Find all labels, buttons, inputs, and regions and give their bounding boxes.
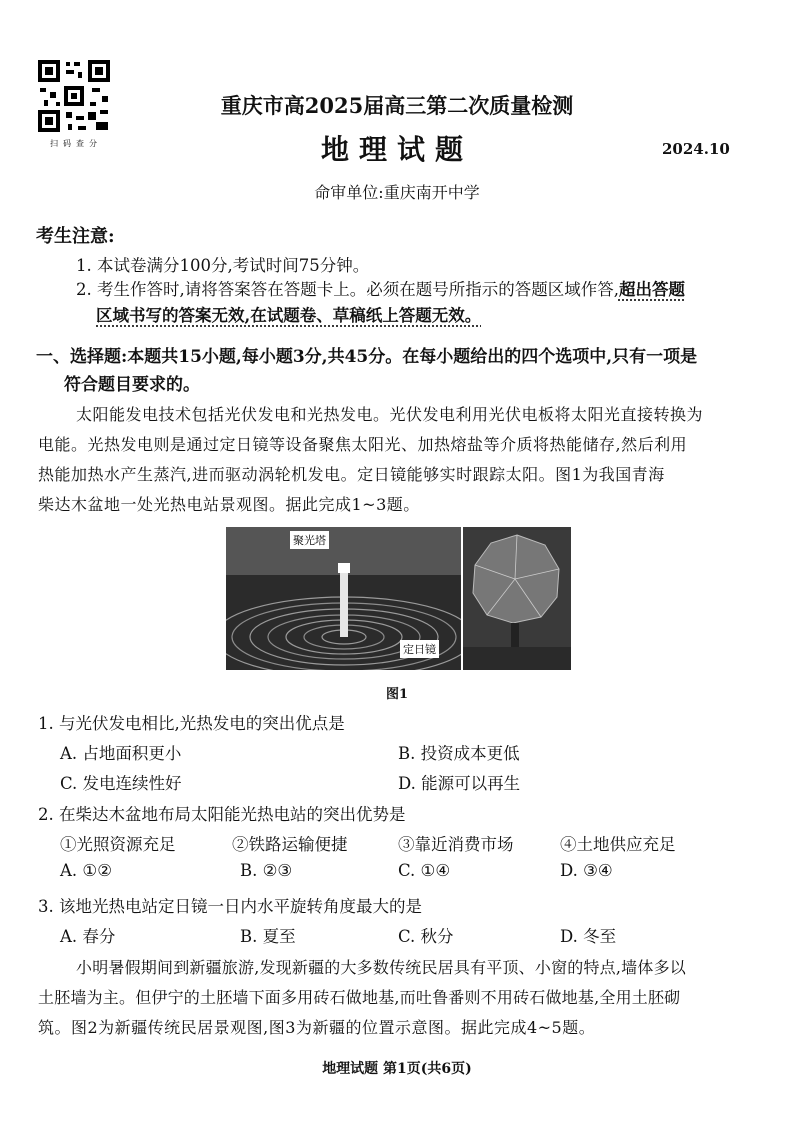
question-3-option-d[interactable]: D. 冬至 (560, 927, 617, 946)
notice-item-2-emphasis: 超出答题 (618, 280, 685, 299)
figure1-caption: 图1 (385, 687, 409, 702)
figure1-heliostat-photo (463, 527, 571, 670)
figure1-solar-field-photo (226, 527, 461, 670)
question-2-item-2: ②铁路运输便捷 (232, 835, 348, 854)
setter-unit: 命审单位:重庆南开中学 (314, 183, 480, 202)
subject-title: 地理试题 (320, 133, 473, 166)
question-1-option-c[interactable]: C. 发电连续性好 (60, 774, 182, 793)
question-1-option-b[interactable]: B. 投资成本更低 (398, 744, 520, 763)
question-2-option-b[interactable]: B. ②③ (240, 861, 293, 880)
question-3-option-a[interactable]: A. 春分 (60, 927, 116, 946)
heliostat-illustration (463, 527, 571, 670)
exam-title: 重庆市高2025届高三第二次质量检测 (220, 93, 574, 118)
passage1-line-3: 热能加热水产生蒸汽,进而驱动涡轮机发电。定日镜能够实时跟踪太阳。图1为我国青海 (38, 465, 665, 484)
notice-item-1: 1. 本试卷满分100分,考试时间75分钟。 (76, 256, 370, 275)
question-3-option-c[interactable]: C. 秋分 (398, 927, 454, 946)
passage2-line-3: 筑。图2为新疆传统民居景观图,图3为新疆的位置示意图。据此完成4~5题。 (38, 1018, 596, 1037)
question-3-stem: 3. 该地光热电站定日镜一日内水平旋转角度最大的是 (38, 897, 422, 916)
question-2-option-a[interactable]: A. ①② (60, 861, 112, 880)
question-2-option-d[interactable]: D. ③④ (560, 861, 613, 880)
passage2-line-2: 土胚墙为主。但伊宁的土胚墙下面多用砖石做地基,而吐鲁番则不用砖石做地基,全用土胚砌 (38, 988, 681, 1007)
question-1-option-d[interactable]: D. 能源可以再生 (398, 774, 521, 793)
section1-heading: 一、选择题:本题共15小题,每小题3分,共45分。在每小题给出的四个选项中,只有一项是 (36, 347, 698, 367)
question-2-item-4: ④土地供应充足 (560, 835, 676, 854)
question-3-option-b[interactable]: B. 夏至 (240, 927, 296, 946)
passage2-line-1: 小明暑假期间到新疆旅游,发现新疆的大多数传统民居具有平顶、小窗的特点,墙体多以 (76, 958, 686, 977)
label-tower: 聚光塔 (290, 531, 329, 549)
question-2-item-3: ③靠近消费市场 (398, 835, 514, 854)
question-2-stem: 2. 在柴达木盆地布局太阳能光热电站的突出优势是 (38, 805, 406, 824)
notice-item-2-text: 2. 考生作答时,请将答案答在答题卡上。必须在题号所指示的答题区域作答, (76, 280, 619, 299)
passage1-line-2: 电能。光热发电则是通过定日镜等设备聚焦太阳光、加热熔盐等介质将热能储存,然后利用 (38, 435, 688, 454)
section1-heading-continued: 符合题目要求的。 (64, 375, 200, 395)
question-1-stem: 1. 与光伏发电相比,光热发电的突出优点是 (38, 714, 345, 733)
exam-date: 2024.10 (662, 140, 730, 158)
passage1-line-1: 太阳能发电技术包括光伏发电和光热发电。光伏发电利用光伏电板将太阳光直接转换为 (76, 405, 704, 424)
qr-caption: 扫码查分 (50, 139, 102, 148)
passage1-line-4: 柴达木盆地一处光热电站景观图。据此完成1~3题。 (38, 495, 420, 514)
question-1-option-a[interactable]: A. 占地面积更小 (60, 744, 182, 763)
page-footer: 地理试题 第1页(共6页) (322, 1061, 472, 1077)
notice-item-2-continued: 区域书写的答案无效,在试题卷、草稿纸上答题无效。 (96, 306, 482, 325)
question-2-option-c[interactable]: C. ①④ (398, 861, 451, 880)
notice-heading: 考生注意: (36, 226, 115, 247)
notice-item-2 (76, 276, 685, 300)
question-2-item-1: ①光照资源充足 (60, 835, 176, 854)
label-mirror: 定日镜 (400, 640, 439, 658)
